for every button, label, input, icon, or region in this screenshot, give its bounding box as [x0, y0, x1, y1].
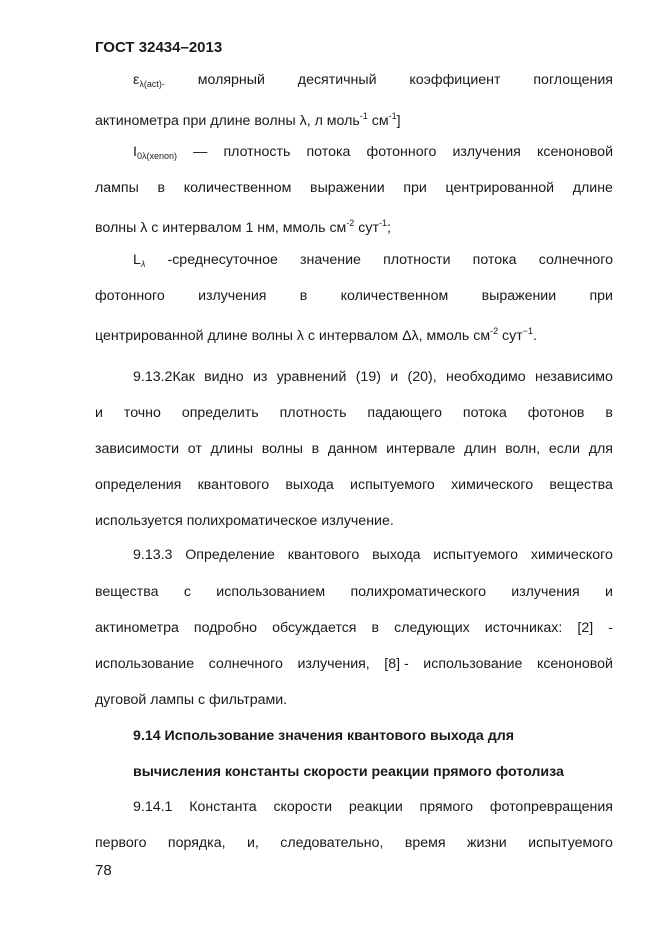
- text-word: от: [187, 441, 202, 457]
- text-word: ε: [133, 72, 140, 88]
- text-word: точно: [123, 405, 161, 421]
- text-word: выхода: [372, 547, 421, 563]
- text-word: значение: [300, 252, 361, 268]
- text-word: фотонного: [95, 288, 165, 304]
- epsilon-definition-line-2: [95, 107, 613, 130]
- text-word: испытуемого: [528, 835, 613, 851]
- text-word: десятичный: [297, 72, 377, 88]
- text-word: использование: [95, 656, 195, 672]
- section-heading-9-14-line-2: вычисления константы скорости реакции прямого фотолиза: [133, 764, 564, 780]
- text-word: выражении: [310, 180, 385, 196]
- text-word: порядка,: [167, 835, 226, 851]
- text-word: если: [548, 441, 581, 457]
- text-word: реакции: [348, 799, 403, 815]
- text-word: в: [157, 180, 166, 196]
- text-word: в: [371, 620, 380, 636]
- text-word: L: [133, 252, 141, 268]
- text-word: химического: [530, 547, 613, 563]
- text-word: плотность: [279, 405, 347, 421]
- paragraph-9-13-2-line-5: используется полихроматическое излучение.: [95, 513, 394, 529]
- text-word: плотности: [383, 252, 451, 268]
- text-word: сут: [498, 328, 523, 344]
- text-word: использованием: [216, 584, 326, 600]
- text-word: излучения: [511, 584, 580, 600]
- paragraph-9-13-2-line-2: [95, 404, 613, 422]
- text-word: время: [404, 835, 446, 851]
- text-word: -1: [359, 111, 368, 121]
- text-word: λ(act): [139, 79, 162, 89]
- text-word: -2: [490, 326, 499, 336]
- text-word: -: [161, 79, 165, 89]
- paragraph-9-13-3-line-4: [95, 655, 613, 673]
- text-word: λ: [140, 259, 146, 269]
- text-word: 9.13.2Как: [133, 369, 195, 385]
- text-word: количественном: [183, 180, 292, 196]
- text-word: Определение: [185, 547, 275, 563]
- text-word: -1: [388, 111, 397, 121]
- l-definition-line-2: [95, 287, 613, 305]
- paragraph-9-13-3-line-2: [95, 583, 613, 601]
- text-word: поглощения: [533, 72, 613, 88]
- page-number: 78: [95, 862, 112, 879]
- text-word: волны λ с интервалом 1 нм, ммоль см: [95, 220, 347, 236]
- section-heading-9-14-line-1: 9.14 Использование значения квантового выхода для: [133, 728, 515, 744]
- text-word: необходимо: [446, 369, 526, 385]
- text-word: центрированной: [445, 180, 555, 196]
- text-word: при: [589, 288, 613, 304]
- text-word: (20),: [407, 369, 437, 385]
- epsilon-definition-line-1: [133, 71, 613, 93]
- paragraph-9-13-2-line-4: [95, 476, 613, 494]
- text-word: ксеноновой: [536, 656, 613, 672]
- text-word: из: [252, 369, 268, 385]
- text-word: I: [133, 144, 137, 160]
- i0-definition-line-3: [95, 214, 613, 237]
- text-word: -2: [346, 218, 355, 228]
- text-word: и: [390, 369, 399, 385]
- text-word: (19): [355, 369, 381, 385]
- i0-definition-line-2: [95, 179, 613, 197]
- text-word: обсуждается: [272, 620, 357, 636]
- text-word: в: [311, 441, 320, 457]
- text-word: видно: [204, 369, 244, 385]
- text-word: жизни: [467, 835, 507, 851]
- text-word: солнечного: [538, 252, 613, 268]
- text-word: центрированной длине волны λ с интервалом Δλ, ммоль см: [95, 328, 491, 344]
- text-word: потока: [306, 144, 351, 160]
- text-word: -среднесуточное: [167, 252, 278, 268]
- text-word: −1: [522, 326, 534, 336]
- text-word: квантового: [287, 547, 360, 563]
- text-word: следовательно,: [280, 835, 384, 851]
- text-word: Константа: [189, 799, 257, 815]
- text-word: актинометра: [95, 620, 179, 636]
- text-word: вещества: [549, 477, 613, 493]
- text-word: сут: [354, 220, 379, 236]
- text-word: -: [608, 620, 613, 636]
- text-word: фотопревращения: [489, 799, 613, 815]
- text-word: потока: [472, 252, 517, 268]
- text-word: выхода: [285, 477, 334, 493]
- text-word: источниках:: [484, 620, 563, 636]
- text-word: выражении: [481, 288, 557, 304]
- text-word: излучения: [198, 288, 267, 304]
- text-word: полихроматического: [350, 584, 486, 600]
- text-word: в: [299, 288, 308, 304]
- text-word: см: [367, 113, 389, 129]
- paragraph-9-13-3-line-5: дуговой лампы с фильтрами.: [95, 692, 288, 708]
- text-word: количественном: [340, 288, 449, 304]
- text-word: —: [193, 144, 208, 160]
- paragraph-9-13-3-line-3: [95, 619, 613, 637]
- paragraph-9-13-2-line-3: [95, 440, 613, 458]
- text-word: для: [588, 441, 613, 457]
- l-symbol: [133, 251, 145, 273]
- text-word: определения: [95, 477, 182, 493]
- text-word: -1: [378, 218, 387, 228]
- text-word: и: [605, 584, 613, 600]
- l-definition-line-3: [95, 322, 613, 345]
- text-word: и: [95, 405, 103, 421]
- text-word: данном: [327, 441, 378, 457]
- paragraph-9-14-1-line-2: [95, 834, 613, 852]
- text-word: ;: [386, 220, 391, 236]
- text-word: испытуемого: [433, 547, 519, 563]
- i0-symbol: [133, 143, 177, 165]
- text-word: следующих: [394, 620, 470, 636]
- paragraph-9-13-3-line-1: [133, 546, 613, 564]
- paragraph-9-14-1-line-1: [133, 798, 613, 816]
- text-word: фотонов: [527, 405, 585, 421]
- text-word: независимо: [535, 369, 613, 385]
- text-word: излучения,: [297, 656, 370, 672]
- text-word: испытуемого: [350, 477, 435, 493]
- text-word: с: [183, 584, 191, 600]
- text-word: квантового: [197, 477, 270, 493]
- text-word: .: [533, 328, 537, 344]
- text-word: фотонного: [366, 144, 437, 160]
- text-word: 9.13.3: [133, 547, 173, 563]
- text-word: ]: [396, 113, 401, 129]
- text-word: [2]: [577, 620, 594, 636]
- text-word: вещества: [95, 584, 159, 600]
- text-word: ксеноновой: [537, 144, 613, 160]
- text-word: интервале: [386, 441, 456, 457]
- text-word: скорости: [273, 799, 333, 815]
- text-word: уравнений: [276, 369, 347, 385]
- text-word: в: [605, 405, 613, 421]
- text-word: 0λ(xenon): [136, 151, 177, 161]
- text-word: излучения: [452, 144, 521, 160]
- i0-definition-line-1: [133, 143, 613, 165]
- text-word: длин: [464, 441, 497, 457]
- text-word: длине: [572, 180, 613, 196]
- text-word: падающего: [367, 405, 442, 421]
- text-word: волны: [261, 441, 303, 457]
- standard-header: ГОСТ 32434–2013: [95, 39, 223, 56]
- text-word: актинометра при длине волны λ, л моль: [95, 113, 360, 129]
- text-word: коэффициент: [409, 72, 501, 88]
- text-word: молярный: [197, 72, 265, 88]
- text-word: прямого: [419, 799, 474, 815]
- epsilon-symbol: [133, 71, 165, 93]
- text-word: длины: [210, 441, 254, 457]
- text-word: использование: [423, 656, 523, 672]
- text-word: 9.14.1: [133, 799, 173, 815]
- text-word: солнечного: [208, 656, 283, 672]
- paragraph-9-13-2-line-1: [133, 368, 613, 386]
- l-definition-line-1: [133, 251, 613, 273]
- text-word: химического: [451, 477, 534, 493]
- text-word: [8] -: [384, 656, 409, 672]
- text-word: зависимости: [95, 441, 180, 457]
- text-word: потока: [462, 405, 507, 421]
- text-word: определить: [181, 405, 259, 421]
- text-word: лампы: [95, 180, 139, 196]
- text-word: плотность: [223, 144, 291, 160]
- text-word: первого: [95, 835, 147, 851]
- text-word: и,: [246, 835, 259, 851]
- text-word: подробно: [193, 620, 258, 636]
- text-word: волн,: [505, 441, 541, 457]
- text-word: при: [403, 180, 427, 196]
